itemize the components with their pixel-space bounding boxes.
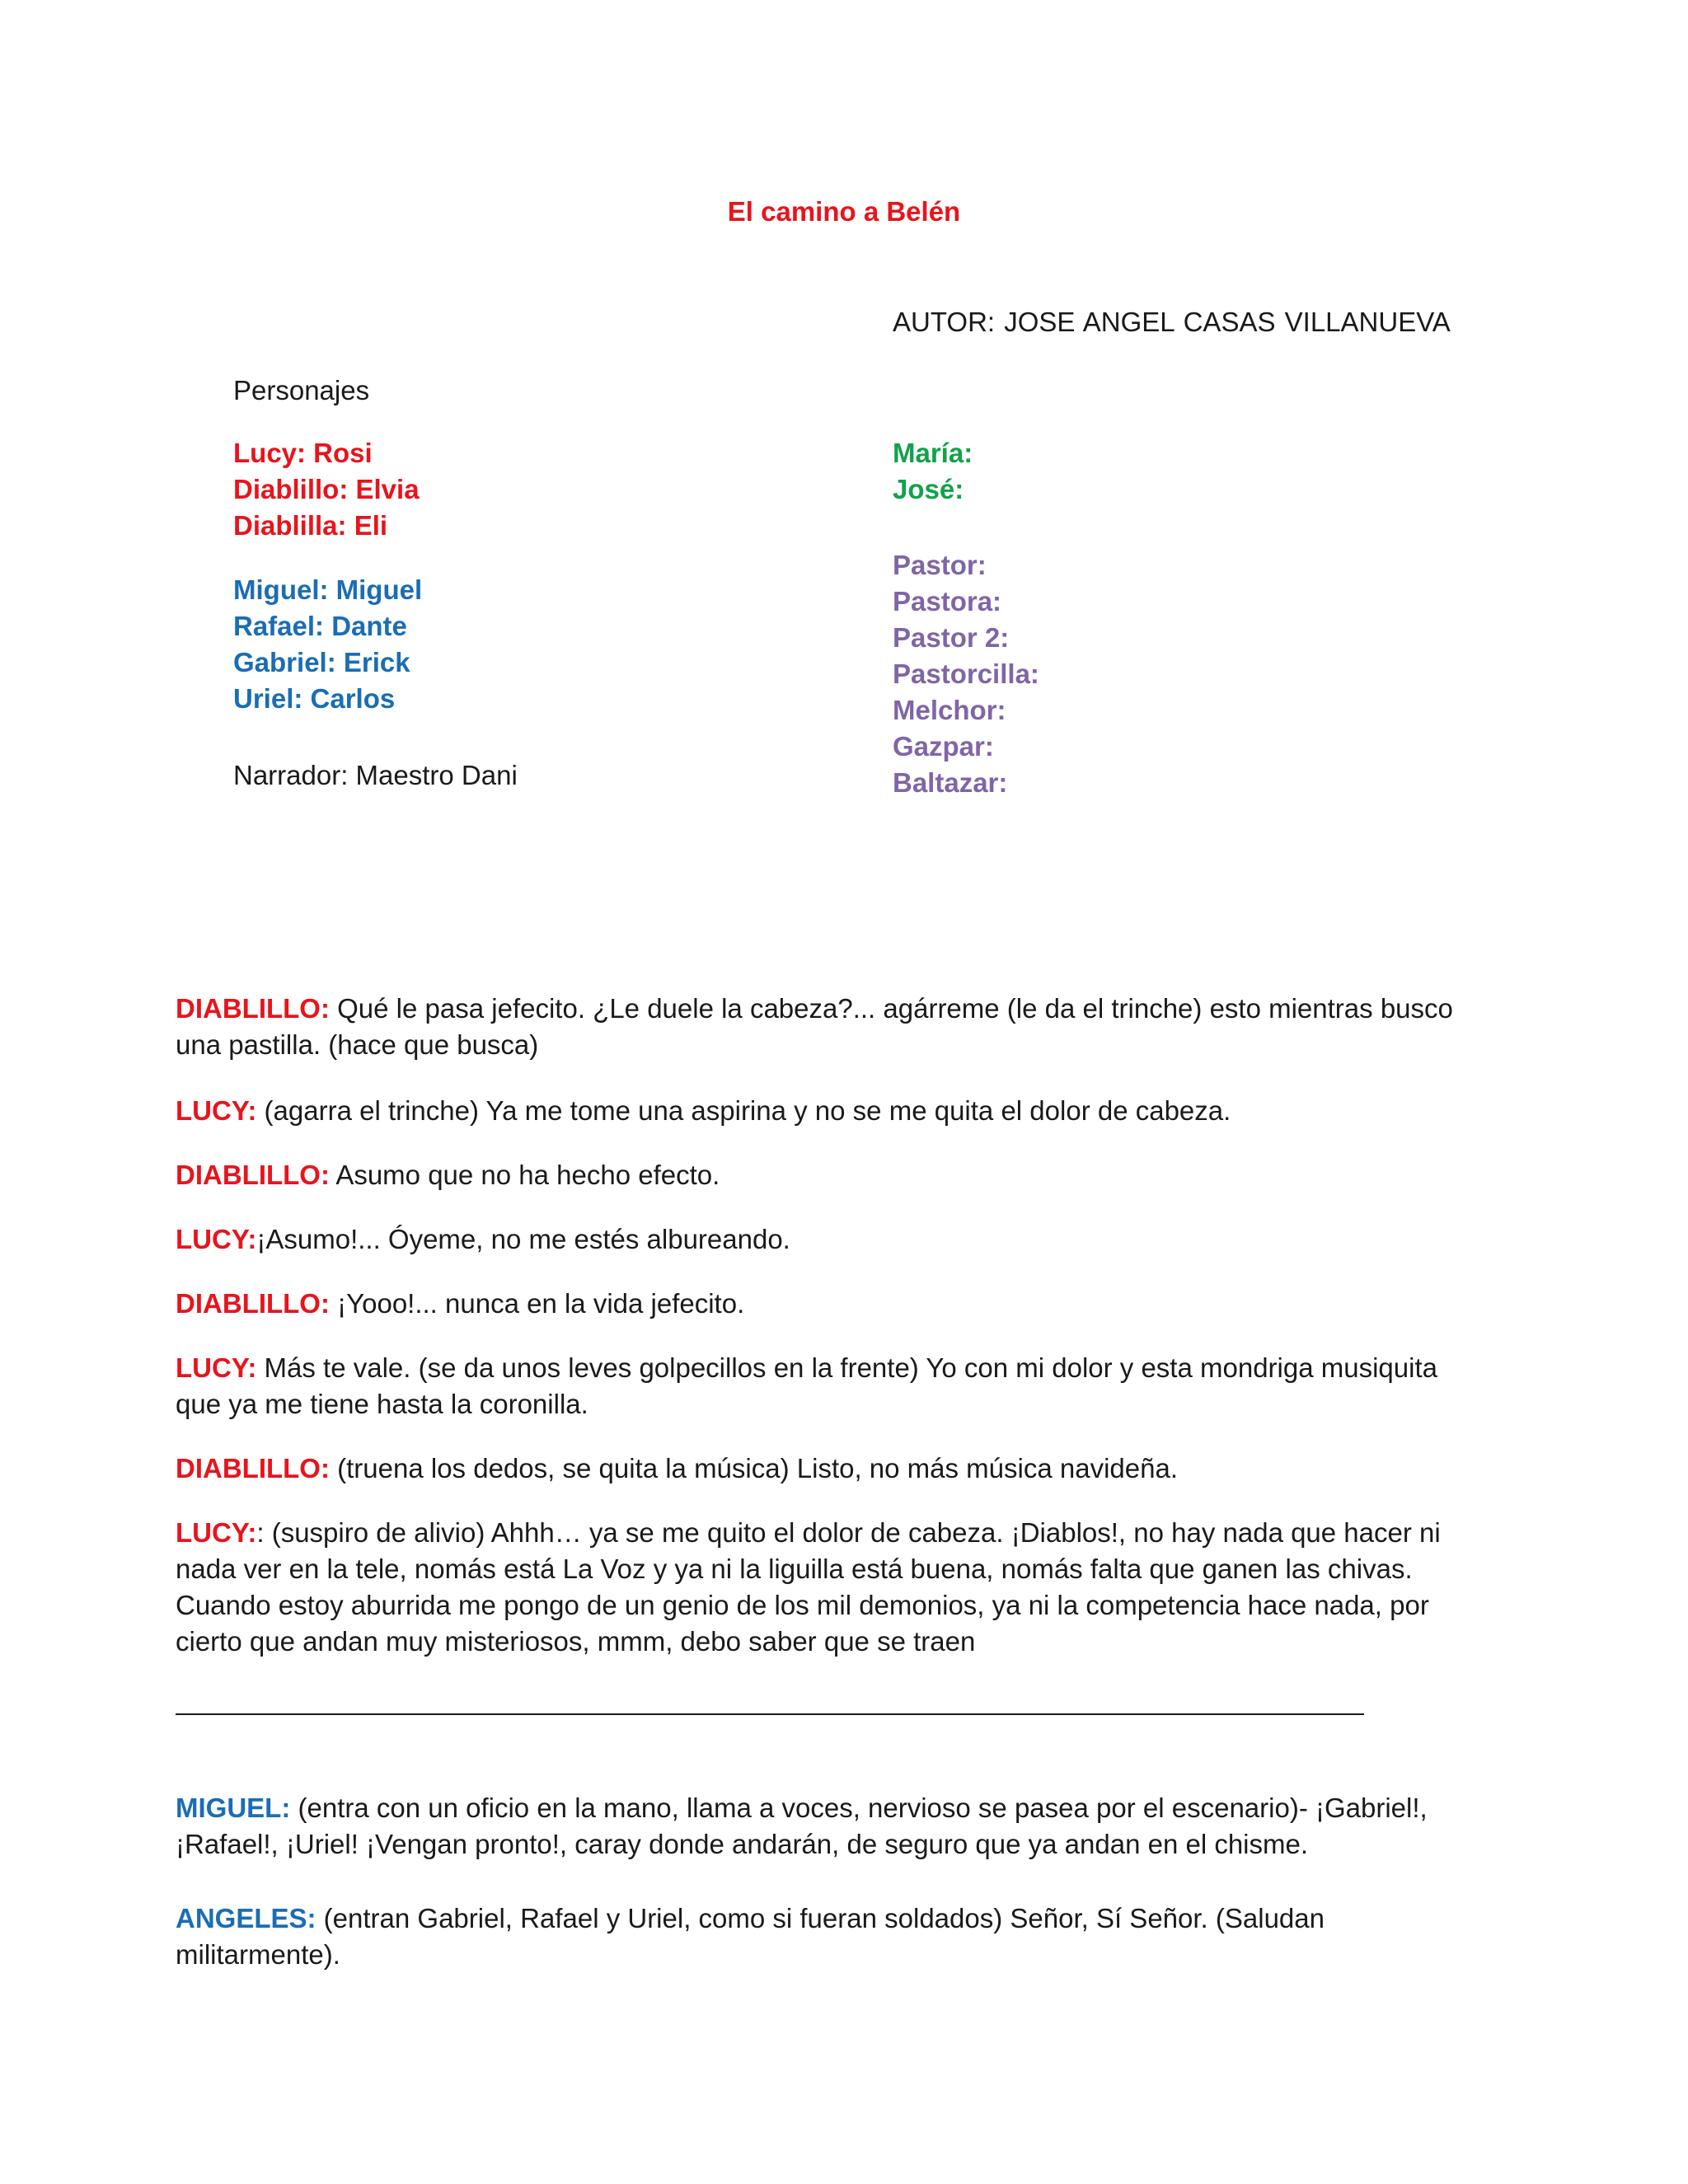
speaker-name: ANGELES: xyxy=(176,1903,316,1933)
cast-entry: Gabriel: Erick xyxy=(233,647,410,677)
script-line xyxy=(176,1286,1478,1322)
dialogue-text: : (suspiro de alivio) Ahhh… ya se me quito el dolor de cabeza. ¡Diablos!, no hay nada que hacer ni nada ver en la tele, nomás está La Voz y ya ni la liguilla está buena, nomás falta que ganen las chivas. Cuando estoy aburrida me pongo de un genio de los mil demonios, ya ni la competencia hace nada, por cierto que andan muy misteriosos, mmm, debo saber que se traen xyxy=(176,1517,1441,1657)
speaker-name: DIABLILLO: xyxy=(176,1288,330,1319)
dialogue-text: Más te vale. (se da unos leves golpecillos en la frente) Yo con mi dolor y esta mondriga musiquita que ya me tiene hasta la coronilla. xyxy=(176,1352,1437,1419)
script-line xyxy=(176,991,1478,1063)
characters-heading: Personajes xyxy=(233,375,370,405)
script-line xyxy=(176,1451,1478,1487)
speaker-name: LUCY: xyxy=(176,1095,257,1126)
narrator-line: Narrador: Maestro Dani xyxy=(233,760,518,790)
cast-entry: José: xyxy=(893,474,964,504)
author-line: AUTOR: JOSE ANGEL CASAS VILLANUEVA xyxy=(893,307,1451,337)
cast-entry: Melchor: xyxy=(893,695,1006,725)
cast-list-blue xyxy=(233,572,422,717)
dialogue-text: Asumo que no ha hecho efecto. xyxy=(329,1160,720,1190)
script-line xyxy=(176,1350,1478,1422)
cast-entry: María: xyxy=(893,438,973,468)
script-line xyxy=(176,1221,1478,1258)
speaker-name: LUCY: xyxy=(176,1224,257,1254)
script-line xyxy=(176,1790,1478,1863)
speaker-name: DIABLILLO: xyxy=(176,1160,330,1190)
cast-entry: Diablilla: Eli xyxy=(233,510,388,541)
cast-entry: Pastor 2: xyxy=(893,622,1010,653)
dialogue-text: (entra con un oficio en la mano, llama a voces, nervioso se pasea por el escenario)- ¡Gabriel!, ¡Rafael!, ¡Uriel! ¡Vengan pronto!, caray donde andarán, de seguro que ya andan en el chisme. xyxy=(176,1793,1428,1859)
script-line xyxy=(176,1093,1478,1129)
cast-entry: Diablillo: Elvia xyxy=(233,474,420,504)
speaker-name: DIABLILLO: xyxy=(176,993,330,1024)
speaker-name: LUCY: xyxy=(176,1517,257,1548)
cast-entry: Uriel: Carlos xyxy=(233,683,396,714)
cast-entry: Miguel: Miguel xyxy=(233,574,423,605)
speaker-name: DIABLILLO: xyxy=(176,1453,330,1483)
cast-entry: Pastorcilla: xyxy=(893,658,1039,689)
dialogue-text: ¡Asumo!... Óyeme, no me estés albureando. xyxy=(256,1224,790,1254)
speaker-name: LUCY: xyxy=(176,1352,257,1383)
speaker-name: MIGUEL: xyxy=(176,1793,291,1823)
cast-entry: Rafael: Dante xyxy=(233,611,407,641)
dialogue-text: (entran Gabriel, Rafael y Uriel, como si fueran soldados) Señor, Sí Señor. (Saludan militarmente). xyxy=(176,1903,1325,1970)
cast-entry: Baltazar: xyxy=(893,767,1008,798)
script-line xyxy=(176,1157,1478,1193)
cast-list-green xyxy=(893,435,973,508)
cast-entry: Lucy: Rosi xyxy=(233,438,373,468)
dialogue-text: (truena los dedos, se quita la música) Listo, no más música navideña. xyxy=(329,1453,1178,1483)
dialogue-text: (agarra el trinche) Ya me tome una aspirina y no se me quita el dolor de cabeza. xyxy=(256,1095,1231,1126)
cast-entry: Pastor: xyxy=(893,550,987,580)
script-line xyxy=(176,1900,1478,1973)
document-title: El camino a Belén xyxy=(727,196,961,227)
dialogue-text: ¡Yooo!... nunca en la vida jefecito. xyxy=(329,1288,745,1319)
script-line xyxy=(176,1515,1478,1660)
cast-list-purple xyxy=(893,547,1039,801)
section-divider xyxy=(176,1713,1364,1715)
cast-list-red xyxy=(233,435,420,544)
cast-entry: Pastora: xyxy=(893,586,1002,616)
dialogue-text: Qué le pasa jefecito. ¿Le duele la cabeza?... agárreme (le da el trinche) esto mientras busco una pastilla. (hace que busca) xyxy=(176,993,1453,1060)
cast-entry: Gazpar: xyxy=(893,731,994,762)
